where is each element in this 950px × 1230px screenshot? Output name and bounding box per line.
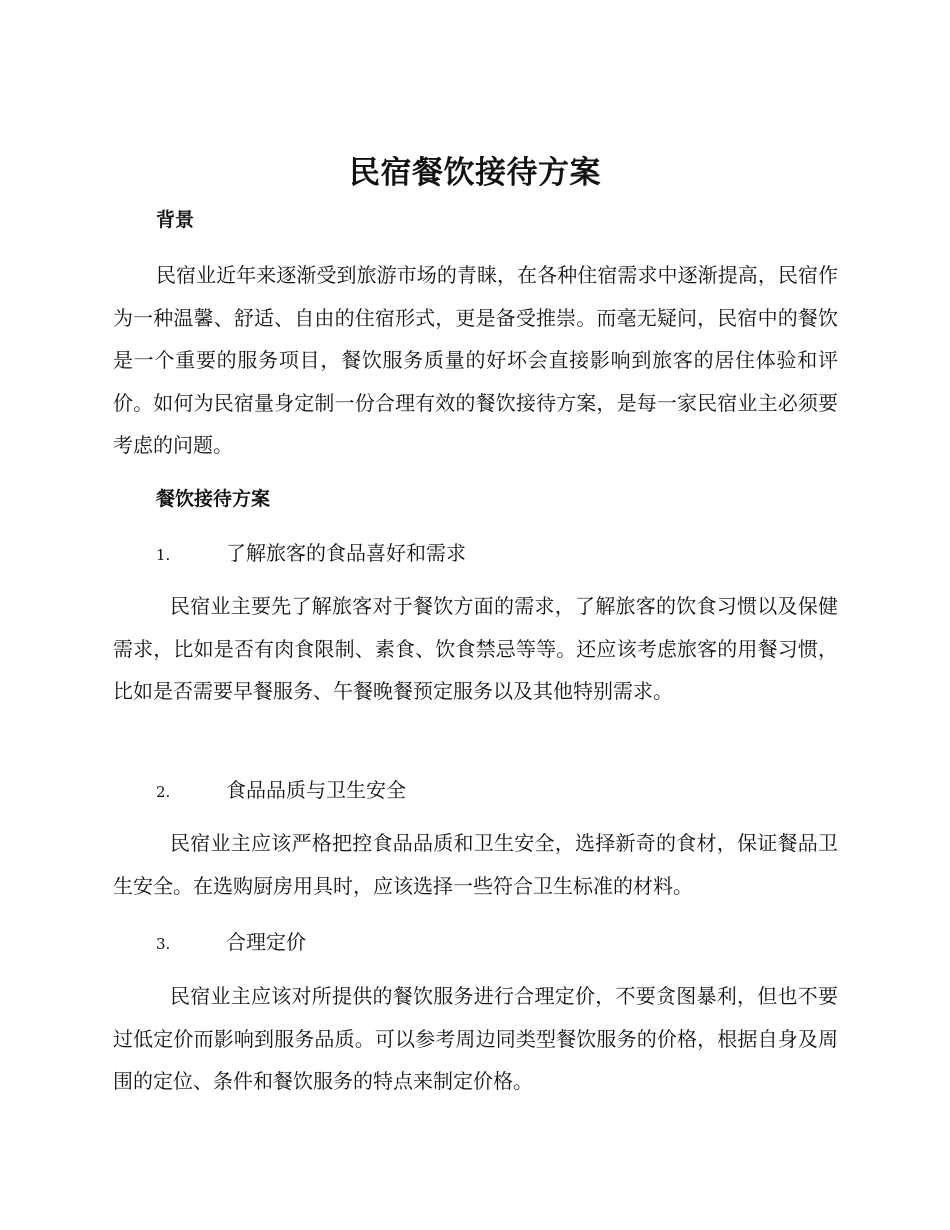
plan-item-number: 1. [156, 546, 171, 564]
plan-item-number: 3. [156, 935, 171, 953]
plan-item-2-paragraph: 民宿业主应该严格把控食品品质和卫生安全，选择新奇的食材，保证餐品卫生安全。在选购厨房用具时，应该选择一些符合卫生标准的材料。 [113, 831, 838, 898]
plan-item-title: 了解旅客的食品喜好和需求 [226, 541, 466, 565]
plan-item-2 [156, 775, 406, 807]
section-heading-plan: 餐饮接待方案 [156, 488, 271, 510]
plan-item-title: 食品品质与卫生安全 [226, 778, 406, 802]
plan-item-3-paragraph: 民宿业主应该对所提供的餐饮服务进行合理定价，不要贪图暴利，但也不要过低定价而影响到服务品质。可以参考周边同类型餐饮服务的价格，根据自身及周围的定位、条件和餐饮服务的特点来制定价格。 [113, 984, 838, 1093]
plan-item-1-paragraph: 民宿业主要先了解旅客对于餐饮方面的需求，了解旅客的饮食习惯以及保健需求，比如是否有肉食限制、素食、饮食禁忌等等。还应该考虑旅客的用餐习惯，比如是否需要早餐服务、午餐晚餐预定服务以及其他特别需求。 [113, 594, 838, 703]
section-heading-background: 背景 [156, 209, 195, 231]
plan-item-1 [156, 538, 466, 570]
background-paragraph: 民宿业近年来逐渐受到旅游市场的青睐，在各种住宿需求中逐渐提高，民宿作为一种温馨、舒适、自由的住宿形式，更是备受推崇。而毫无疑问，民宿中的餐饮是一个重要的服务项目，餐饮服务质量的好坏会直接影响到旅客的居住体验和评价。如何为民宿量身定制一份合理有效的餐饮接待方案，是每一家民宿业主必须要考虑的问题。 [113, 263, 838, 457]
plan-item-title: 合理定价 [226, 930, 306, 954]
plan-item-number: 2. [156, 783, 171, 801]
plan-item-3 [156, 927, 306, 959]
document-title: 民宿餐饮接待方案 [349, 155, 601, 191]
